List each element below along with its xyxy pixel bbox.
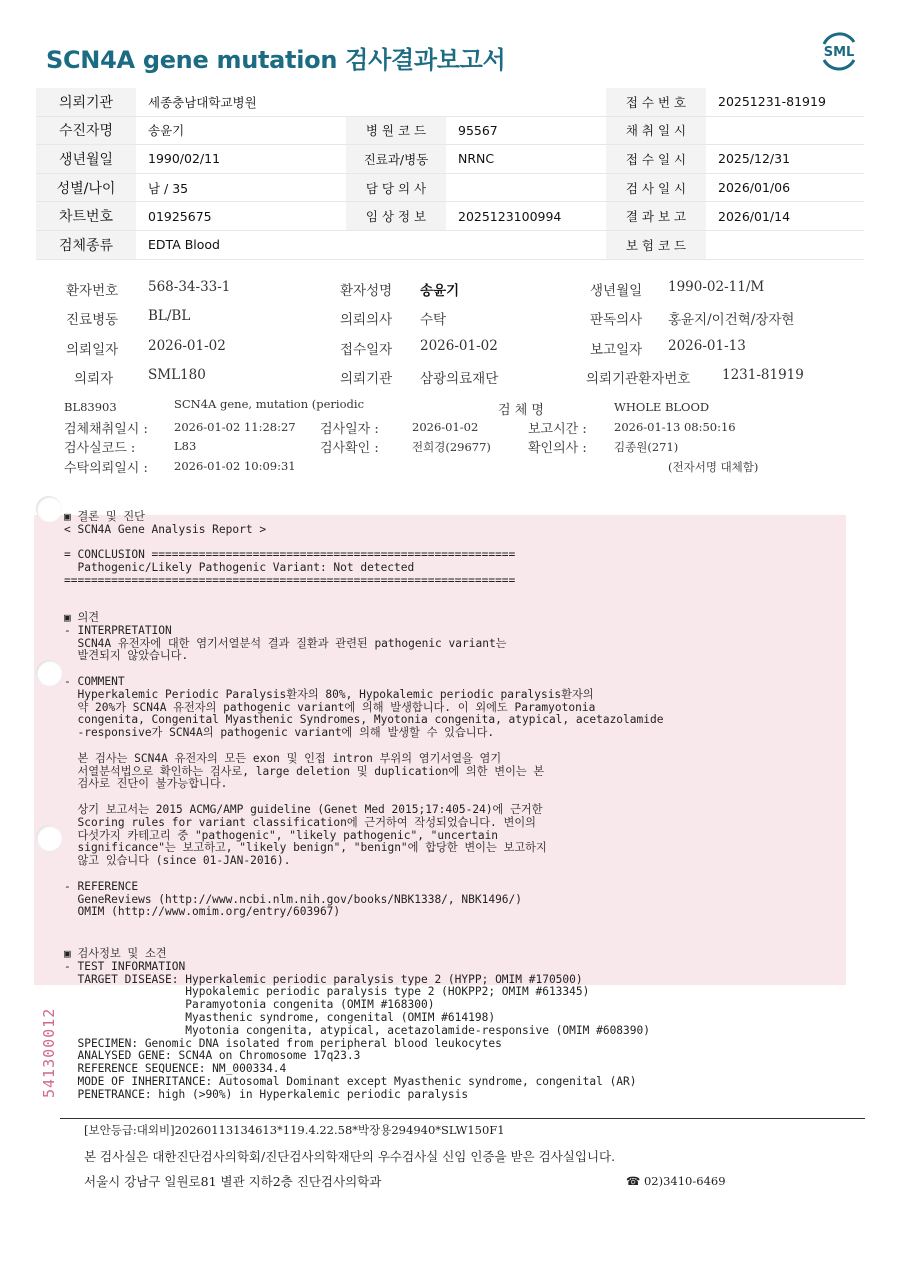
room-code: L83 — [174, 439, 197, 453]
info-value: 2025/12/31 — [706, 145, 864, 174]
doctor: 수탁 — [420, 312, 447, 328]
info-table — [36, 88, 864, 260]
inst: 삼광의료재단 — [420, 371, 499, 387]
certification-text: 본 검사실은 대한진단검사의학회/진단검사의학재단의 우수검사실 신임 인증을 받은 검사실입니다. — [84, 1149, 616, 1164]
report-line: 다섯가지 카테고리 중 "pathogenic", "likely pathogenic", "uncertain — [64, 828, 499, 842]
report-line: = CONCLUSION ====================================================== — [64, 548, 516, 562]
info-label: 검체종류 — [36, 230, 136, 259]
info-value — [706, 230, 864, 259]
report-line: OMIM (http://www.omim.org/entry/603967) — [64, 905, 341, 919]
info-value: 20251231-81919 — [706, 88, 864, 116]
patient-name: 송윤기 — [420, 283, 460, 299]
report-line: - INTERPRETATION — [64, 623, 172, 637]
report-date: 2026-01-13 — [668, 338, 746, 354]
report-line — [64, 740, 663, 753]
esign-note: (전자서명 대체함) — [668, 460, 759, 474]
exam-date: 2026-01-02 — [412, 420, 479, 434]
report-line: 본 검사는 SCN4A 유전자의 모든 exon 및 인접 intron 부위의 염기서열을 염기 — [64, 751, 502, 765]
report-line: 검사로 진단이 불가능합니다. — [64, 777, 228, 791]
info-label — [346, 88, 446, 116]
ward-label: 진료병동 — [66, 312, 119, 328]
info-label: 담 당 의 사 — [346, 173, 446, 202]
report-line: ▣ 검사정보 및 소견 — [64, 947, 167, 960]
info-row — [36, 230, 864, 259]
test-info-section — [64, 948, 650, 1102]
recv-date: 2026-01-02 — [420, 338, 498, 354]
confirm-label: 검사확인 : — [320, 441, 379, 456]
req-date: 2026-01-02 — [148, 338, 226, 354]
report-date-label: 보고일자 — [590, 342, 643, 358]
info-label: 생년월일 — [36, 145, 136, 174]
report-line: 상기 보고서는 2015 ACMG/AMP guideline (Genet Med 2015;17:405-24)에 근거한 — [64, 802, 543, 816]
info-label: 접 수 번 호 — [606, 88, 706, 116]
info-label: 성별/나이 — [36, 173, 136, 202]
serial-number: 541300012 — [40, 1007, 58, 1098]
confirm-doctor-label: 확인의사 : — [528, 441, 587, 456]
info-label: 차트번호 — [36, 202, 136, 231]
report-line: Hypokalemic periodic paralysis type 2 (HOKPP2; OMIM #613345) — [64, 985, 590, 999]
confirm-person: 전희경(29677) — [412, 440, 491, 454]
opinion-section — [64, 612, 663, 919]
collect-label: 검체채취일시 : — [64, 422, 148, 437]
phone-text: ☎ 02)3410-6469 — [626, 1174, 726, 1188]
info-value — [446, 173, 606, 202]
requester: SML180 — [148, 367, 206, 383]
report-time: 2026-01-13 08:50:16 — [614, 420, 736, 434]
info-label: 채 취 일 시 — [606, 116, 706, 145]
report-line: 약 20%가 SCN4A 유전자의 pathogenic variant에 의해 발생합니다. 이 외에도 Paramyotonia — [64, 700, 596, 714]
info-label: 임 상 정 보 — [346, 202, 446, 231]
info-row — [36, 202, 864, 231]
report-line: Hyperkalemic Periodic Paralysis환자의 80%, Hypokalemic periodic paralysis환자의 — [64, 687, 594, 701]
security-line: [보안등급:대외비]20260113134613*119.4.22.58*박장용294940*SLW150F1 — [84, 1123, 505, 1137]
specimen: WHOLE BLOOD — [614, 400, 710, 414]
info-value: 송윤기 — [136, 116, 346, 145]
info-label — [346, 230, 446, 259]
info-label: 수진자명 — [36, 116, 136, 145]
ward: BL/BL — [148, 308, 191, 324]
info-value: 세종충남대학교병원 — [136, 88, 346, 116]
report-line: PENETRANCE: high (>90%) in Hyperkalemic periodic paralysis — [64, 1087, 469, 1101]
test-code: BL83903 — [64, 400, 117, 414]
dob-label: 생년월일 — [590, 283, 643, 299]
report-line: SPECIMEN: Genomic DNA isolated from peripheral blood leukocytes — [64, 1036, 502, 1050]
info-label: 보 험 코 드 — [606, 230, 706, 259]
report-line: Pathogenic/Likely Pathogenic Variant: Not detected — [64, 561, 415, 575]
report-line: 발견되지 않았습니다. — [64, 649, 189, 663]
info-value — [446, 230, 606, 259]
report-line: Paramyotonia congenita (OMIM #168300) — [64, 998, 435, 1012]
patient-no-label: 환자번호 — [66, 283, 119, 299]
report-line: TARGET DISEASE: Hyperkalemic periodic paralysis type 2 (HYPP; OMIM #170500) — [64, 972, 583, 986]
info-value: NRNC — [446, 145, 606, 174]
report-line — [64, 663, 663, 676]
report-line: 않고 있습니다 (since 01-JAN-2016). — [64, 854, 291, 868]
info-value: 남 / 35 — [136, 173, 346, 202]
test-name: SCN4A gene, mutation (periodic — [174, 397, 365, 411]
punch-hole — [36, 660, 62, 686]
info-row — [36, 116, 864, 145]
report-line: ▣ 의견 — [64, 611, 100, 624]
doctor-label: 의뢰의사 — [340, 312, 393, 328]
reader: 홍윤지/이건혁/장자현 — [668, 312, 795, 328]
info-label: 의뢰기관 — [36, 88, 136, 116]
inst-patient-no: 1231-81919 — [722, 367, 804, 383]
req-date-label: 의뢰일자 — [66, 342, 119, 358]
inst-label: 의뢰기관 — [340, 371, 393, 387]
punch-hole — [36, 825, 62, 851]
address-text: 서울시 강남구 일원로81 별관 지하2층 진단검사의학과 — [84, 1174, 382, 1189]
info-value: 95567 — [446, 116, 606, 145]
exam-date-label: 검사일자 : — [320, 422, 379, 437]
info-row — [36, 88, 864, 116]
report-line: =================================================================== — [64, 573, 516, 587]
report-line: - COMMENT — [64, 674, 125, 688]
logo-text: SML — [823, 45, 855, 60]
report-line: Myasthenic syndrome, congenital (OMIM #614198) — [64, 1010, 496, 1024]
recv-date-label: 접수일자 — [340, 342, 393, 358]
report-line: - TEST INFORMATION — [64, 959, 186, 973]
consign-label: 수탁의뢰일시 : — [64, 461, 148, 476]
confirm-doctor: 김종원(271) — [614, 440, 679, 454]
report-line: Scoring rules for variant classification에 근거하여 작성되었습니다. 변이의 — [64, 815, 536, 829]
info-label: 결 과 보 고 — [606, 202, 706, 231]
report-line: significance"는 보고하고, "likely benign", "benign"에 합당한 변이는 보고하지 — [64, 841, 547, 855]
info-value — [706, 116, 864, 145]
report-title: SCN4A gene mutation 검사결과보고서 — [46, 46, 506, 74]
info-value: 2025123100994 — [446, 202, 606, 231]
report-line: ANALYSED GENE: SCN4A on Chromosome 17q23.3 — [64, 1049, 361, 1063]
info-value: 01925675 — [136, 202, 346, 231]
inst-patient-label: 의뢰기관환자번호 — [586, 371, 691, 387]
info-label: 병 원 코 드 — [346, 116, 446, 145]
info-label: 접 수 일 시 — [606, 145, 706, 174]
sml-logo-icon — [818, 30, 860, 72]
report-line: ▣ 결론 및 진단 — [64, 510, 145, 523]
report-line: -responsive가 SCN4A의 pathogenic variant에 의해 발생할 수 있습니다. — [64, 726, 495, 740]
consign-time: 2026-01-02 10:09:31 — [174, 459, 296, 473]
info-value: 2026/01/06 — [706, 173, 864, 202]
room-label: 검사실코드 : — [64, 441, 136, 456]
specimen-label: 검 체 명 — [498, 403, 544, 418]
patient-no: 568-34-33-1 — [148, 279, 231, 295]
reader-label: 판독의사 — [590, 312, 643, 328]
report-line — [64, 868, 663, 881]
patient-name-label: 환자성명 — [340, 283, 393, 299]
info-value — [446, 88, 606, 116]
report-line: congenita, Congenital Myasthenic Syndromes, Myotonia congenita, atypical, acetazolamide — [64, 713, 664, 727]
footer-divider — [60, 1118, 865, 1119]
collect-time: 2026-01-02 11:28:27 — [174, 420, 296, 434]
report-line: SCN4A 유전자에 대한 염기서열분석 결과 질환과 관련된 pathogenic variant는 — [64, 636, 507, 650]
report-line: 서열분석법으로 확인하는 검사로, large deletion 및 duplication에 의한 변이는 본 — [64, 764, 545, 778]
report-line: GeneReviews (http://www.ncbi.nlm.nih.gov/books/NBK1338/, NBK1496/) — [64, 892, 523, 906]
info-value: EDTA Blood — [136, 230, 346, 259]
info-label: 진료과/병동 — [346, 145, 446, 174]
info-value: 1990/02/11 — [136, 145, 346, 174]
info-value: 2026/01/14 — [706, 202, 864, 231]
dob: 1990-02-11/M — [668, 279, 765, 295]
report-line: REFERENCE SEQUENCE: NM_000334.4 — [64, 1062, 287, 1076]
info-label: 검 사 일 시 — [606, 173, 706, 202]
report-line: < SCN4A Gene Analysis Report > — [64, 522, 267, 536]
report-time-label: 보고시간 : — [528, 422, 587, 437]
info-row — [36, 145, 864, 174]
report-line: - REFERENCE — [64, 879, 139, 893]
info-row — [36, 173, 864, 202]
requester-label: 의뢰자 — [74, 371, 114, 387]
report-line: Myotonia congenita, atypical, acetazolamide-responsive (OMIM #608390) — [64, 1023, 650, 1037]
report-line: MODE OF INHERITANCE: Autosomal Dominant except Myasthenic syndrome, congenital (AR) — [64, 1074, 637, 1088]
punch-hole — [36, 496, 62, 522]
conclusion-section — [64, 511, 515, 588]
